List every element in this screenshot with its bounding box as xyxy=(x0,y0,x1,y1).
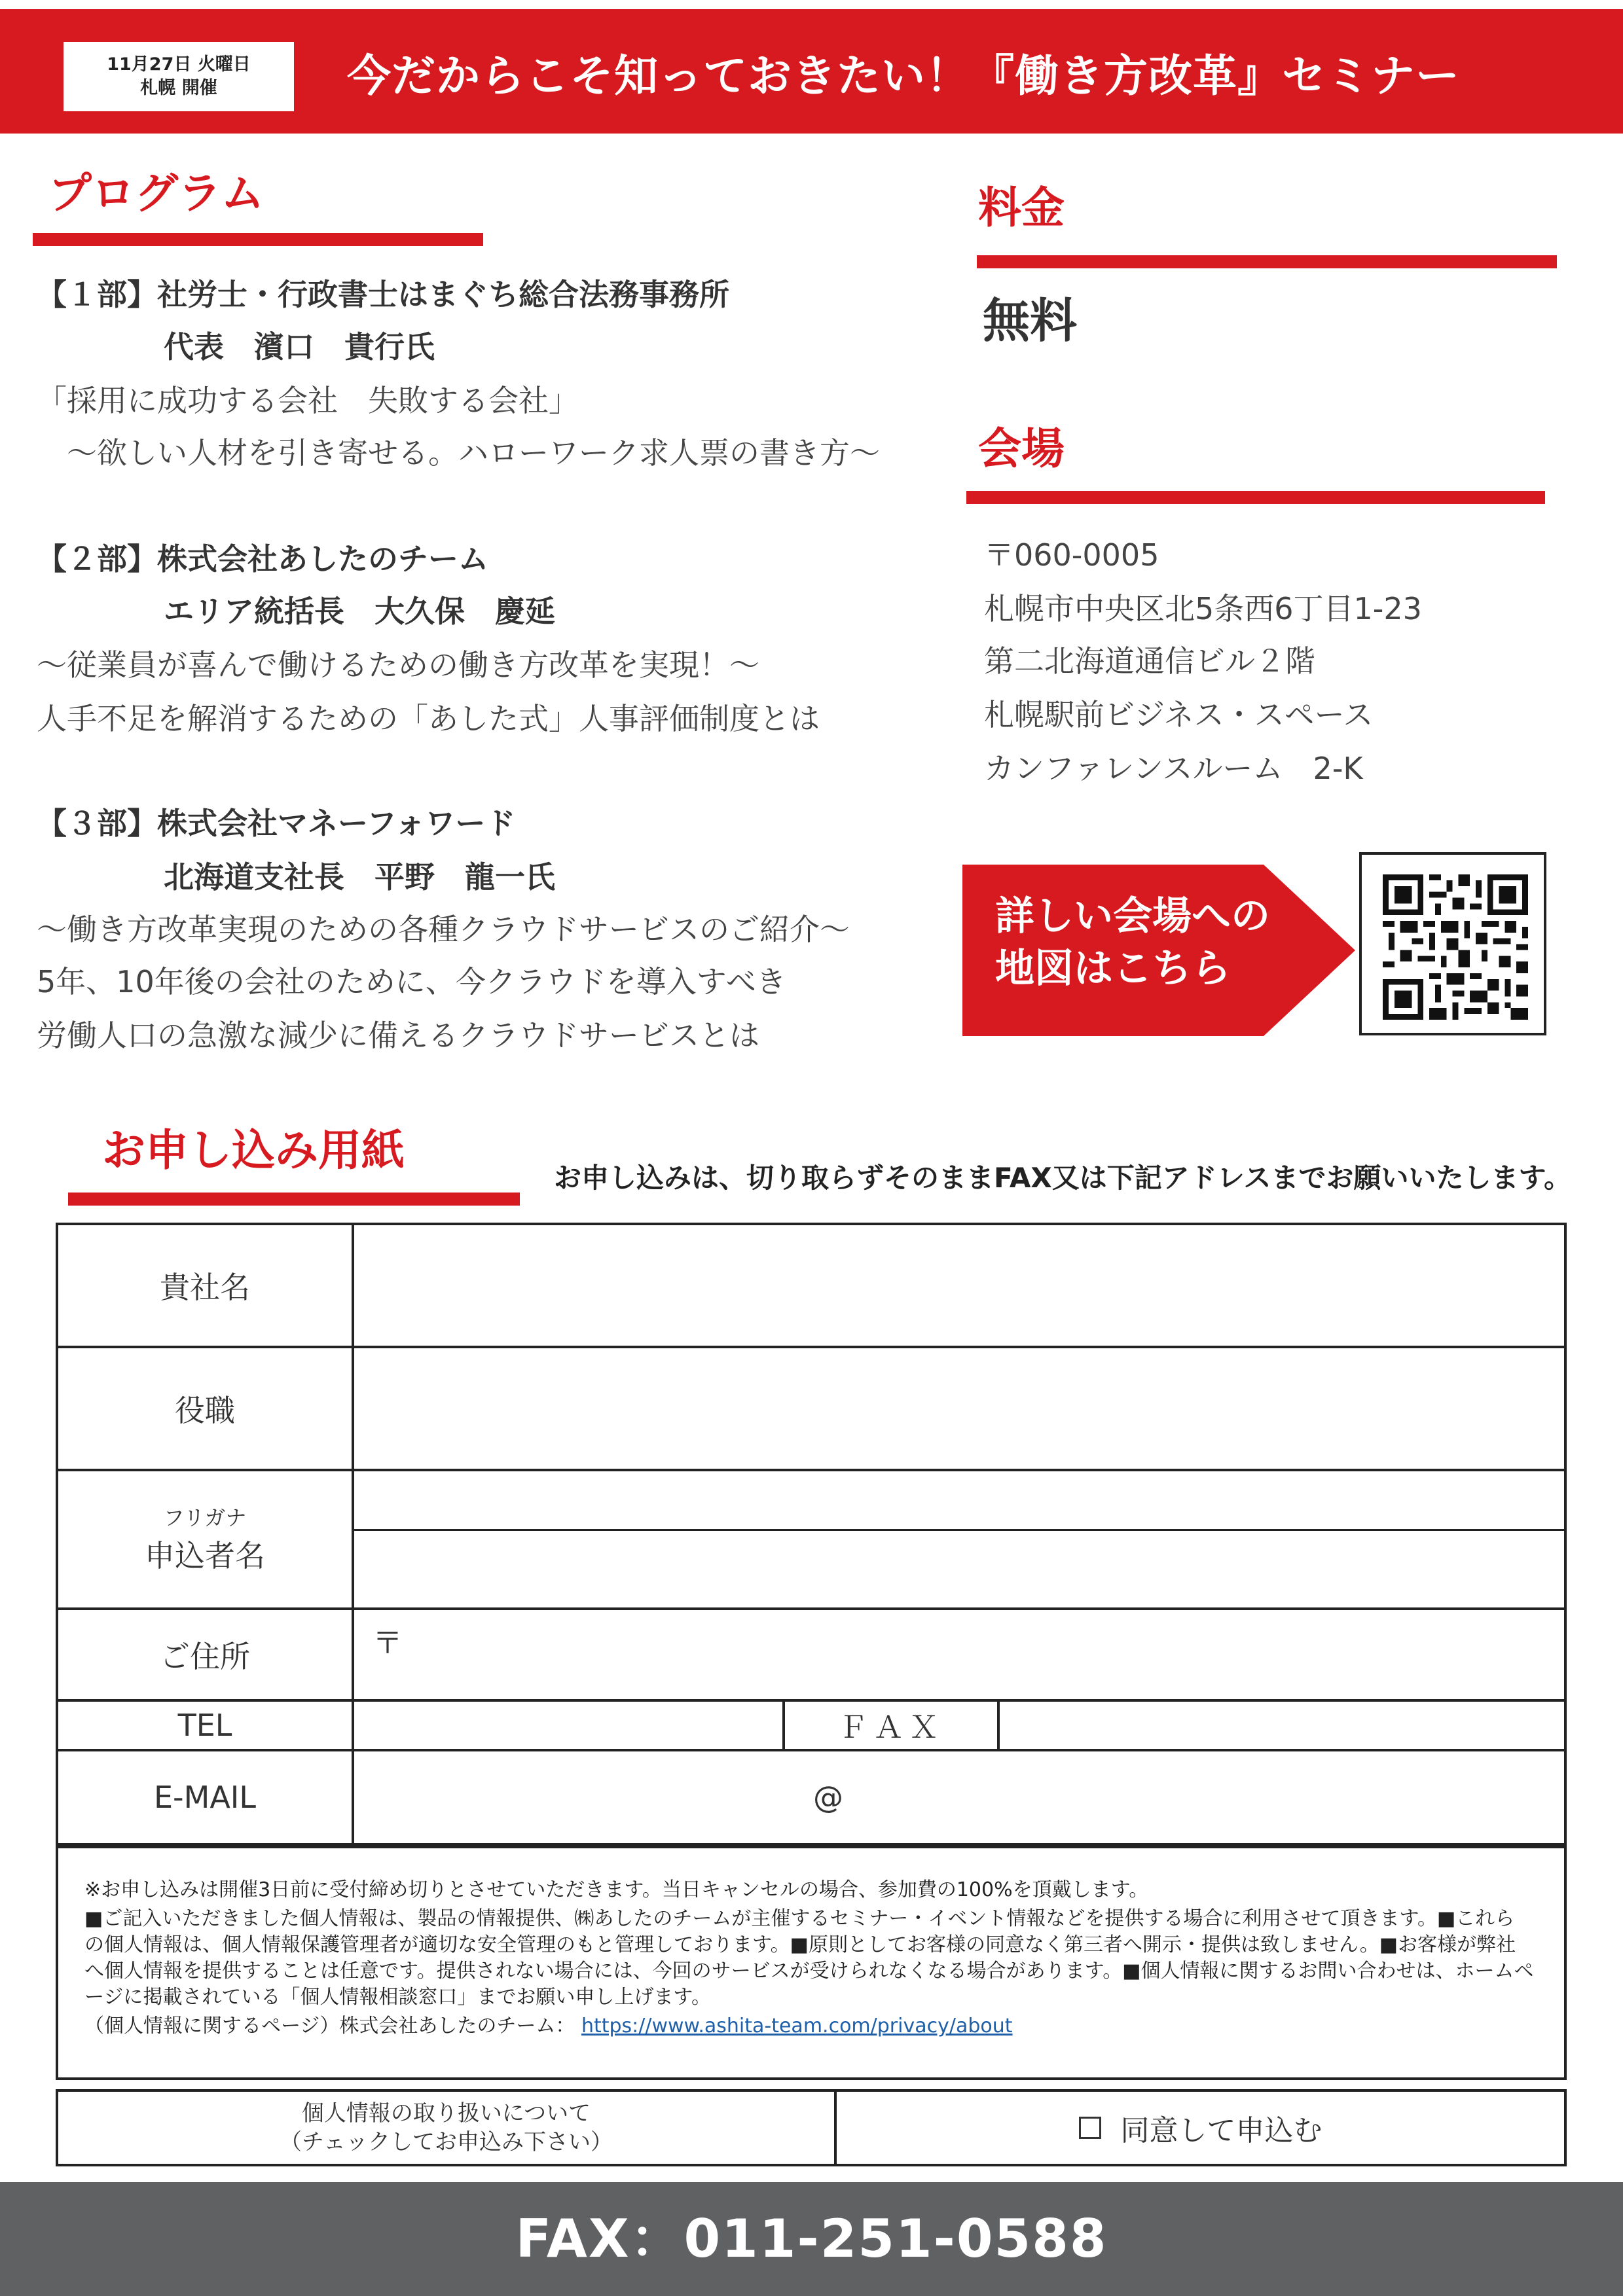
row-divider xyxy=(58,1843,1564,1846)
map-label-line2: 地図はこちら xyxy=(995,946,1231,992)
consent-checkbox-cell[interactable] xyxy=(837,2092,1564,2164)
address-label: ご住所 xyxy=(160,1639,250,1674)
privacy-page-link[interactable]: https://www.ashita-team.com/privacy/about xyxy=(581,2015,1013,2037)
applicant-label: 申込者名 xyxy=(145,1538,265,1573)
furigana-label: フリガナ xyxy=(163,1505,247,1530)
consent-checkbox-label: 同意して申込む xyxy=(1120,2114,1322,2147)
consent-label-line2: （チェックしてお申込み下さい） xyxy=(280,2129,613,2155)
date-badge xyxy=(64,42,294,111)
part2-speaker: エリア統括長 大久保 慶延 xyxy=(164,594,555,629)
applicant-label-cell xyxy=(58,1471,352,1607)
furigana-field[interactable] xyxy=(354,1471,1564,1529)
company-label: 貴社名 xyxy=(160,1270,250,1305)
privacy-page-label: （個人情報に関するページ）株式会社あしたのチーム： xyxy=(84,2015,575,2037)
date-text: 11月27日 火曜日 xyxy=(107,54,251,75)
fax-label: ＦＡＸ xyxy=(838,1710,944,1745)
note-deadline: ※お申し込みは開催3日前に受付締め切りとさせていただきます。当日キャンセルの場合、参加費の100%を頂戴します。 xyxy=(84,1878,1149,1901)
application-heading: お申し込み用紙 xyxy=(102,1125,405,1175)
position-label: 役職 xyxy=(175,1393,235,1428)
part1-desc2: ～欲しい人材を引き寄せる。ハローワーク求人票の書き方～ xyxy=(37,435,880,471)
notes-box xyxy=(56,1848,1567,2080)
venue-heading-bar xyxy=(966,491,1545,504)
tel-field[interactable] xyxy=(354,1702,782,1749)
fee-heading-bar xyxy=(977,255,1557,268)
address-field[interactable] xyxy=(354,1610,1564,1699)
part1-org: 【１部】社労士・行政書士はまぐち総合法務事務所 xyxy=(37,277,729,312)
part3-desc1: ～働き方改革実現のための各種クラウドサービスのご紹介～ xyxy=(37,912,850,947)
fax-footer: FAX：011-251-0588 xyxy=(0,2182,1623,2296)
application-form xyxy=(56,1223,1567,1848)
program-heading: プログラム xyxy=(48,168,264,219)
consent-row xyxy=(56,2089,1567,2166)
tel-label: TEL xyxy=(177,1708,232,1743)
part3-speaker: 北海道支社長 平野 龍一氏 xyxy=(164,859,555,895)
part3-desc3: 労働人口の急激な減少に備えるクラウドサービスとは xyxy=(37,1018,759,1053)
qr-code-icon[interactable] xyxy=(1359,852,1546,1035)
part2-org: 【２部】株式会社あしたのチーム xyxy=(37,541,488,577)
applicant-name-field[interactable] xyxy=(354,1531,1564,1607)
map-link-label[interactable] xyxy=(995,890,1277,995)
venue-heading: 会場 xyxy=(978,423,1065,474)
note-privacy-page xyxy=(84,2013,1534,2039)
consent-label-cell xyxy=(58,2092,834,2164)
venue-address1: 札幌市中央区北5条西6丁目1-23 xyxy=(984,591,1422,626)
fee-heading: 料金 xyxy=(978,183,1065,233)
postal-mark: 〒 xyxy=(373,1625,403,1660)
consent-label-line1: 個人情報の取り扱いについて xyxy=(301,2100,591,2126)
application-note: お申し込みは、切り取らずそのままFAX又は下記アドレスまでお願いいたします。 xyxy=(554,1162,1572,1194)
application-heading-bar xyxy=(68,1193,520,1206)
program-heading-bar xyxy=(33,233,483,246)
venue-address4: カンファレンスルーム 2-K xyxy=(984,751,1363,786)
fee-value: 無料 xyxy=(983,293,1078,348)
location-text: 札幌 開催 xyxy=(140,78,217,98)
position-field[interactable] xyxy=(354,1348,1564,1469)
venue-address2: 第二北海道通信ビル２階 xyxy=(984,643,1315,679)
consent-checkbox[interactable] xyxy=(1079,2117,1101,2139)
part2-desc1: ～従業員が喜んで働けるための働き方改革を実現！～ xyxy=(37,647,759,683)
part3-org: 【３部】株式会社マネーフォワード xyxy=(37,806,516,841)
part1-desc1: 「採用に成功する会社 失敗する会社」 xyxy=(37,383,579,418)
part1-speaker: 代表 濱口 貴行氏 xyxy=(164,329,435,365)
venue-postal: 〒060-0005 xyxy=(984,537,1159,573)
venue-address3: 札幌駅前ビジネス・スペース xyxy=(984,697,1374,732)
map-label-line1: 詳しい会場への xyxy=(995,893,1270,939)
email-label: E-MAIL xyxy=(153,1780,256,1815)
part3-desc2: 5年、10年後の会社のために、今クラウドを導入すべき xyxy=(37,964,786,999)
page-title: 今だからこそ知っておきたい！『働き方改革』セミナー xyxy=(347,50,1460,101)
company-field[interactable] xyxy=(354,1225,1564,1346)
email-field[interactable] xyxy=(354,1751,1564,1843)
at-mark: @ xyxy=(813,1780,843,1815)
part2-desc2: 人手不足を解消するための「あした式」人事評価制度とは xyxy=(37,701,820,736)
fax-field[interactable] xyxy=(1000,1702,1564,1749)
note-privacy: ■ご記入いただきました個人情報は、製品の情報提供、㈱あしたのチームが主催するセミナー・イベント情報などを提供する場合に利用させて頂きます。■これらの個人情報は、個人情報保護管理者が適切な安全管理のもと管理しております。■原則としてお客様の同意なく第三者へ開示・提供は致しません。■お客様が弊社へ個人情報を提供することは任意です。提供されない場合には、今回のサービスが受けられなくなる場合があります。■個人情報に関するお問い合わせは、ホームページに掲載されている「個人情報相談窓口」までお願い申し上げます。 xyxy=(84,1907,1534,2009)
